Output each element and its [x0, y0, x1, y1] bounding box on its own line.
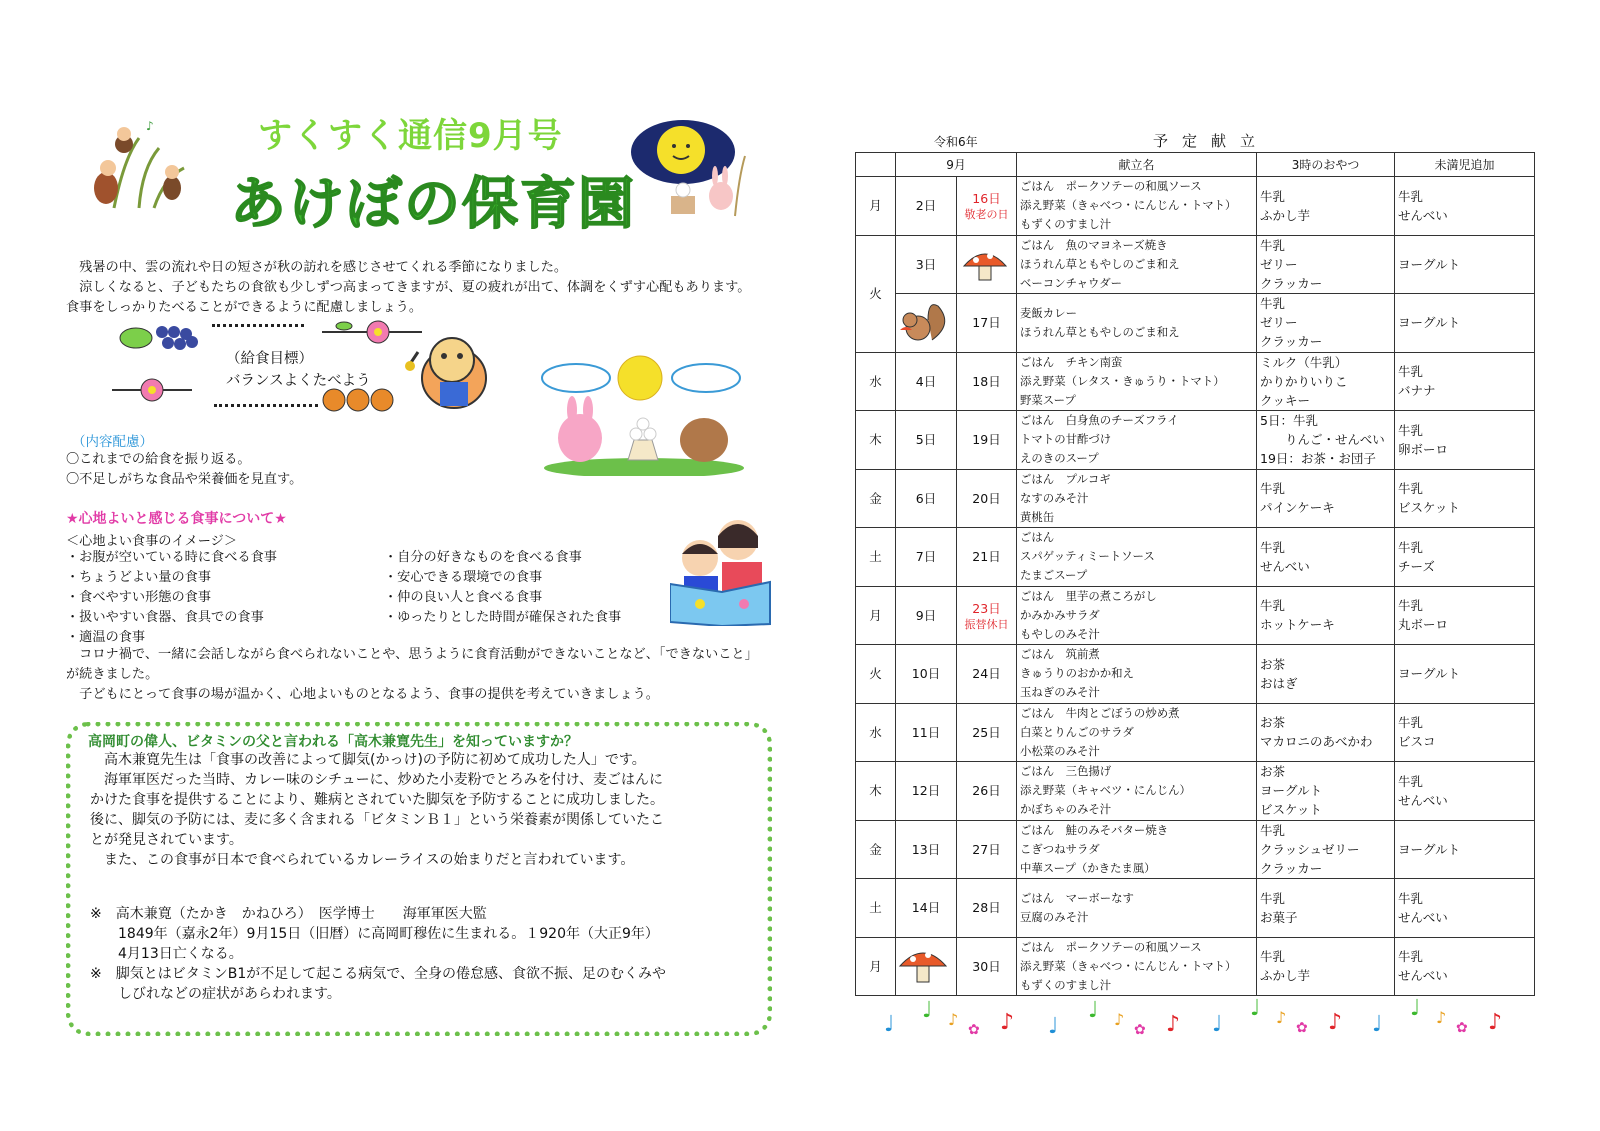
list-item: ・安心できる環境での食事	[384, 570, 543, 585]
table-row	[856, 937, 1535, 996]
date-cell: 2日	[896, 177, 957, 236]
flower-icon: ✿	[1134, 1022, 1146, 1038]
infant-cell: ヨーグルト	[1395, 294, 1535, 353]
dish-cell: ごはん チキン南蛮 添え野菜（レタス・きゅうり・トマト） 野菜スープ	[1017, 352, 1257, 411]
date-cell: 7日	[896, 528, 957, 587]
infant-cell: 牛乳 ビスコ	[1395, 703, 1535, 762]
snack-cell: 5日：牛乳 りんご・せんべい 19日：お茶・お団子	[1257, 411, 1395, 470]
date-cell: 12日	[896, 762, 957, 821]
table-row	[856, 177, 1535, 236]
date-cell-2: 21日	[957, 528, 1017, 587]
music-note-icon: ♩	[1088, 998, 1099, 1023]
snack-cell: 牛乳 パインケーキ	[1257, 469, 1395, 528]
newsletter-title: すくすく通信9月号	[258, 116, 563, 156]
intro-text: 残暑の中、雲の流れや日の短さが秋の訪れを感じさせてくれる季節になりました。 涼しくなると、子どもたちの食欲も少しずつ高まってきますが、夏の疲れが出て、体調をくずす心配もあります。 食事をしっかりたべることができるように配慮しましょう。	[66, 260, 751, 315]
takagi-notes: ※ 高木兼寛（たかき かねひろ） 医学博士 海軍軍医大監 1849年（嘉永2年）9月15日（旧暦）に高岡町穆佐に生まれる。１920年（大正9年） 4月13日亡くなる。 ※ 脚気とはビタミンB1が不足して起こる病気で、全身の倦怠感、食欲不振、足のむくみや しびれなどの症状があらわれます。	[90, 906, 666, 1002]
corona-paragraph: コロナ禍で、一緒に会話しながら食べられないことや、思うように食育活動ができないことなど、「できないこと」 が続きました。 子どもにとって食事の場が温かく、心地よいものとなるよう、食事の提供を考えていきましょう。	[66, 647, 758, 702]
music-note-icon: ♪	[1114, 1010, 1125, 1029]
moon-rabbit-illustration	[625, 116, 750, 221]
ant-musicians-illustration	[84, 118, 194, 214]
music-note-icon: ♪	[1000, 1010, 1015, 1035]
header-snack: 3時のおやつ	[1257, 153, 1395, 177]
snack-cell: お茶 ヨーグルト ビスケット	[1257, 762, 1395, 821]
menu-table	[855, 152, 1535, 996]
music-note-icon: ♪	[1276, 1008, 1287, 1027]
infant-cell: 牛乳 丸ボーロ	[1395, 586, 1535, 645]
children-reading-illustration	[670, 512, 774, 626]
flower-icon: ✿	[1296, 1020, 1308, 1036]
menu-header-row	[856, 153, 1535, 177]
date-cell-2: 17日	[957, 294, 1017, 353]
date-cell: 9日	[896, 586, 957, 645]
infant-cell: ヨーグルト	[1395, 235, 1535, 294]
infant-cell: 牛乳 バナナ	[1395, 352, 1535, 411]
date-cell: 5日	[896, 411, 957, 470]
meal-image-list-left	[66, 548, 277, 648]
dish-cell: ごはん 牛肉とごぼうの炒め煮 白菜とりんごのサラダ 小松菜のみそ汁	[1017, 703, 1257, 762]
holiday-label: 振替休日	[964, 617, 1009, 631]
dotted-divider	[212, 324, 304, 327]
date-cell: 6日	[896, 469, 957, 528]
date-cell: 3日	[896, 235, 957, 294]
music-note-icon: ♪	[1488, 1010, 1503, 1035]
table-row	[856, 703, 1535, 762]
day-cell: 金	[856, 820, 896, 879]
infant-cell: 牛乳 卵ボーロ	[1395, 411, 1535, 470]
grape-illustration	[118, 320, 208, 356]
date-cell: 11日	[896, 703, 957, 762]
comfortable-meal-title: ★心地よいと感じる食事について★	[66, 511, 287, 527]
day-cell: 月	[856, 177, 896, 236]
mushroom-icon-2	[898, 944, 948, 984]
date-cell-2: 28日	[957, 879, 1017, 938]
snack-cell: ミルク（牛乳） かりかりいりこ クッキー	[1257, 352, 1395, 411]
dish-cell: 麦飯カレー ほうれん草ともやしのごま和え	[1017, 294, 1257, 353]
infant-cell: ヨーグルト	[1395, 820, 1535, 879]
list-item: ・仲の良い人と食べる食事	[384, 590, 543, 605]
list-item: ・食べやすい形態の食事	[66, 590, 212, 605]
meal-image-list-right	[384, 548, 621, 628]
table-row	[856, 879, 1535, 938]
music-note-icon: ♪	[948, 1010, 959, 1029]
list-item: ・適温の食事	[66, 630, 146, 645]
music-note-icon: ♩	[1372, 1012, 1383, 1037]
takagi-body: 高木兼寛先生は「食事の改善によって脚気(かっけ)の予防に初めて成功した人」です。 海軍軍医だった当時、カレー味のシチューに、炒めた小麦粉でとろみを付け、麦ごはんに かけた食事を提供することにより、難病とされていた脚気を予防することに成功しました。 後に、脚気の予防には、麦に多く含まれる「ビタミンＢ１」という栄養素が関係していたこ とが発見されています。 また、この食事が日本で食べられているカレーライスの始まりだと言われています。	[90, 752, 664, 868]
date-cell: 14日	[896, 879, 957, 938]
table-row	[856, 294, 1535, 353]
day-cell: 月	[856, 586, 896, 645]
dotted-divider-2	[214, 404, 318, 407]
table-row	[856, 586, 1535, 645]
date-cell-2: 27日	[957, 820, 1017, 879]
day-cell: 水	[856, 352, 896, 411]
content-consideration-title: （内容配慮）	[72, 434, 153, 450]
table-row	[856, 352, 1535, 411]
infant-cell: 牛乳 せんべい	[1395, 762, 1535, 821]
day-cell: 金	[856, 469, 896, 528]
date-cell-2: 23日 振替休日	[957, 586, 1017, 645]
header-infant: 未満児追加	[1395, 153, 1535, 177]
music-note-icon: ♩	[1250, 996, 1261, 1021]
header-day	[856, 153, 896, 177]
list-item: ・ちょうどよい量の食事	[66, 570, 212, 585]
header-month: 9月	[896, 153, 1017, 177]
infant-cell: 牛乳 ビスケット	[1395, 469, 1535, 528]
flower-icon: ✿	[968, 1022, 980, 1038]
dish-cell: ごはん 筑前煮 きゅうりのおかか和え 玉ねぎのみそ汁	[1017, 645, 1257, 704]
list-item: ・お腹が空いている時に食べる食事	[66, 550, 277, 565]
music-note-icon: ♪	[1436, 1008, 1447, 1027]
goal-text: バランスよくたべよう	[226, 373, 371, 389]
infant-cell: 牛乳 せんべい	[1395, 879, 1535, 938]
snack-cell: 牛乳 お菓子	[1257, 879, 1395, 938]
era-label: 令和6年	[934, 135, 978, 149]
list-item: ・扱いやすい食器、食具での食事	[66, 610, 264, 625]
dish-cell: ごはん ポークソテーの和風ソース 添え野菜（きゃべつ・にんじん・トマト） もずくのすまし汁	[1017, 177, 1257, 236]
music-note-icon: ♩	[1212, 1012, 1223, 1037]
date-cell-2: 19日	[957, 411, 1017, 470]
snack-cell: 牛乳 ふかし芋	[1257, 937, 1395, 996]
table-row	[856, 411, 1535, 470]
snack-cell: お茶 マカロニのあべかわ	[1257, 703, 1395, 762]
day-cell: 水	[856, 703, 896, 762]
table-row	[856, 762, 1535, 821]
takagi-title: 高岡町の偉人、ビタミンの父と言われる「高木兼寛先生」を知っていますか？	[88, 734, 578, 750]
day-cell: 火	[856, 235, 896, 352]
squirrel-icon	[898, 300, 950, 344]
dish-cell: ごはん マーボーなす 豆腐のみそ汁	[1017, 879, 1257, 938]
dish-cell: ごはん 鮭のみそバター焼き こぎつねサラダ 中華スープ（かきたま風）	[1017, 820, 1257, 879]
infant-cell: 牛乳 せんべい	[1395, 177, 1535, 236]
snack-cell: 牛乳 ゼリー クラッカー	[1257, 294, 1395, 353]
date-cell: 13日	[896, 820, 957, 879]
date-cell-2: 24日	[957, 645, 1017, 704]
tangerine-illustration	[320, 384, 400, 414]
date-cell-2: 30日	[957, 937, 1017, 996]
header-dish: 献立名	[1017, 153, 1257, 177]
table-row	[856, 645, 1535, 704]
list-item: ・自分の好きなものを食べる食事	[384, 550, 582, 565]
goal-label: （給食目標）	[226, 351, 313, 367]
infant-cell: ヨーグルト	[1395, 645, 1535, 704]
menu-body	[856, 177, 1535, 996]
table-row	[856, 235, 1535, 294]
date-cell-2: 26日	[957, 762, 1017, 821]
music-note-icon: ♩	[1410, 996, 1421, 1021]
snack-cell: 牛乳 クラッシュゼリー クラッカー	[1257, 820, 1395, 879]
day-cell: 火	[856, 645, 896, 704]
date-cell-2: 18日	[957, 352, 1017, 411]
music-note-icon: ♪	[1328, 1010, 1343, 1035]
snack-cell: お茶 おはぎ	[1257, 645, 1395, 704]
date-cell-2: 16日 敬老の日	[957, 177, 1017, 236]
date-cell: 4日	[896, 352, 957, 411]
holiday-label: 敬老の日	[964, 208, 1009, 222]
music-note-icon: ♩	[1048, 1014, 1059, 1039]
music-note-icon: ♩	[922, 998, 933, 1023]
snack-cell: 牛乳 ゼリー クラッカー	[1257, 235, 1395, 294]
date-cell: 10日	[896, 645, 957, 704]
dish-cell: ごはん 里芋の煮ころがし かみかみサラダ もやしのみそ汁	[1017, 586, 1257, 645]
date-cell-2: 20日	[957, 469, 1017, 528]
table-row	[856, 820, 1535, 879]
infant-cell: 牛乳 チーズ	[1395, 528, 1535, 587]
day-cell: 土	[856, 528, 896, 587]
content-consideration-lines: 〇これまでの給食を振り返る。 〇不足しがちな食品や栄養価を見直す。	[66, 452, 303, 487]
svg-text:♪: ♪	[146, 119, 154, 133]
nursery-name: あけぼの保育園	[230, 172, 636, 237]
meal-image-label: ＜心地よい食事のイメージ＞	[66, 534, 238, 549]
dish-cell: ごはん 三色揚げ 添え野菜（キャベツ・にんじん） かぼちゃのみそ汁	[1017, 762, 1257, 821]
dish-cell: ごはん ポークソテーの和風ソース 添え野菜（きゃべつ・にんじん・トマト） もずくのすまし汁	[1017, 937, 1257, 996]
music-note-icon: ♪	[1166, 1012, 1181, 1037]
snack-cell: 牛乳 ふかし芋	[1257, 177, 1395, 236]
snack-cell: 牛乳 ホットケーキ	[1257, 586, 1395, 645]
dish-cell: ごはん 魚のマヨネーズ焼き ほうれん草ともやしのごま和え ベーコンチャウダー	[1017, 235, 1257, 294]
infant-cell: 牛乳 せんべい	[1395, 937, 1535, 996]
table-row	[856, 469, 1535, 528]
flower-icon: ✿	[1456, 1020, 1468, 1036]
day-cell: 土	[856, 879, 896, 938]
dish-cell: ごはん 白身魚のチーズフライ トマトの甘酢づけ えのきのスープ	[1017, 411, 1257, 470]
table-row	[856, 528, 1535, 587]
day-cell: 木	[856, 762, 896, 821]
music-note-icon: ♩	[884, 1012, 895, 1037]
dish-cell: ごはん プルコギ なすのみそ汁 黄桃缶	[1017, 469, 1257, 528]
flower-branch-illustration-2	[112, 372, 192, 406]
date-cell-2: 25日	[957, 703, 1017, 762]
dish-cell: ごはん スパゲッティミートソース たまごスープ	[1017, 528, 1257, 587]
bee-illustration	[400, 322, 500, 414]
day-cell: 月	[856, 937, 896, 996]
snack-cell: 牛乳 せんべい	[1257, 528, 1395, 587]
menu-title: 予定献立	[1153, 132, 1270, 150]
mushroom-icon	[962, 246, 1008, 282]
moon-viewing-scene-illustration	[536, 352, 752, 476]
list-item: ・ゆったりとした時間が確保された食事	[384, 610, 622, 625]
day-cell: 木	[856, 411, 896, 470]
